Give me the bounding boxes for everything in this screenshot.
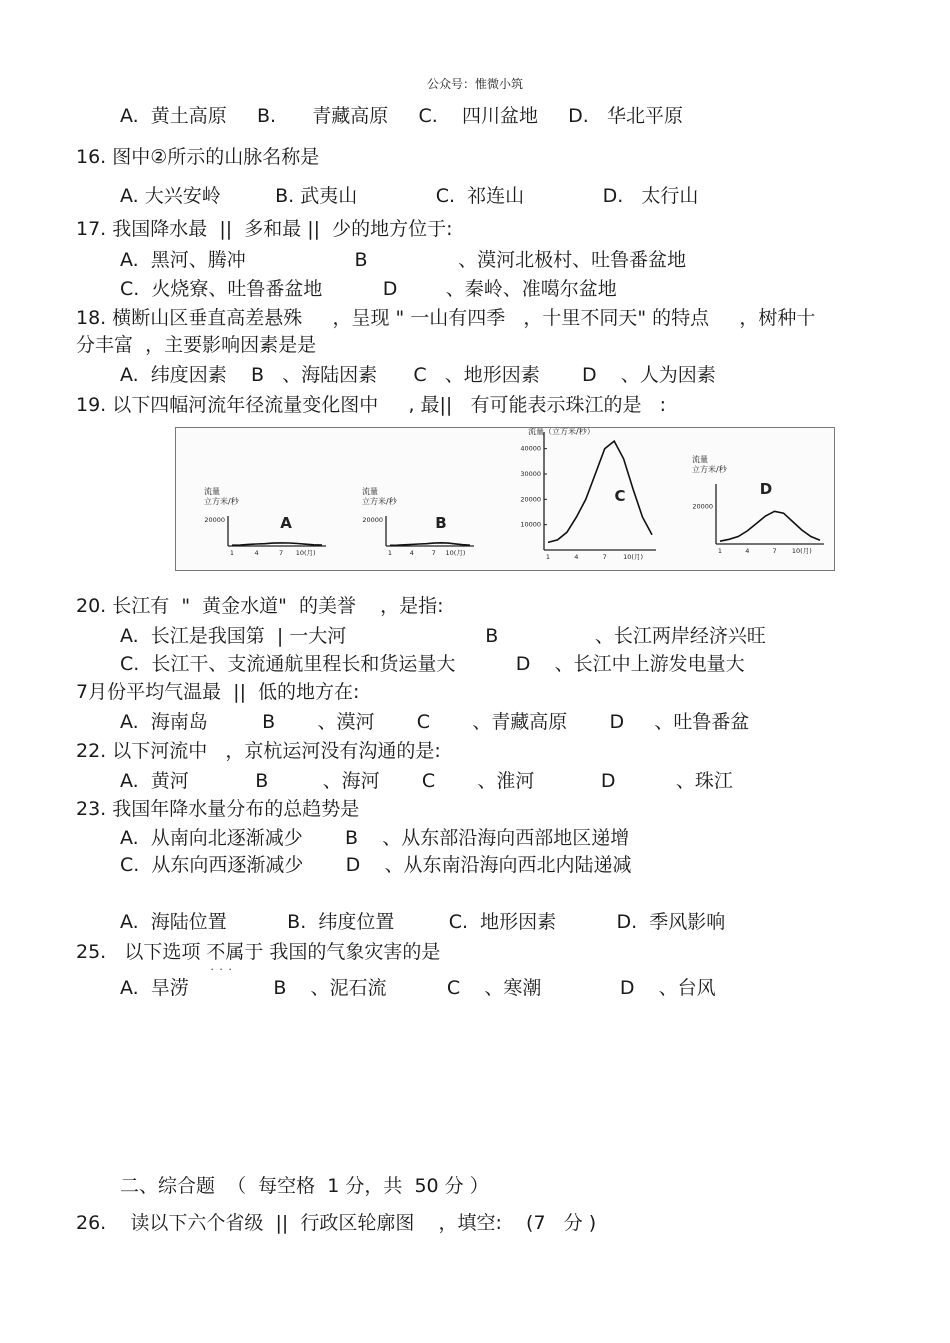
q16-options: A. 大兴安岭 B. 武夷山 C. 祁连山 D. 太行山	[120, 185, 699, 207]
q22-options: A. 黄河 B 、海河 C 、淮河 D 、珠江	[120, 770, 733, 792]
river-flow-figure	[175, 427, 835, 571]
chart-c-panel-label: C	[614, 487, 626, 505]
q25-emphasis: 不属于 · · ·	[206, 940, 263, 964]
chart-b-ylabel: 立方米/秒	[362, 497, 397, 506]
chart-a-ytick-label: 20000	[204, 516, 225, 524]
chart-b-ytick-label: 20000	[362, 516, 383, 524]
chart-d-xtick-label: 7	[772, 547, 777, 555]
q23-options-cd: C. 从东向西逐渐减少 D 、从东南沿海向西北内陆递减	[120, 854, 632, 876]
chart-a-ylabel: 立方米/秒	[204, 497, 239, 506]
chart-d-ylabel: 立方米/秒	[692, 465, 727, 474]
chart-a-panel-label: A	[280, 514, 292, 532]
chart-a-xtick-label: 10(月)	[295, 549, 316, 557]
q16-stem: 16. 图中②所示的山脉名称是	[76, 146, 320, 168]
chart-c-series-line	[548, 441, 652, 542]
chart-b-series-line	[390, 543, 470, 546]
q21-options: A. 海南岛 B 、漠河 C 、青藏高原 D 、吐鲁番盆	[120, 711, 750, 733]
q25-stem	[76, 940, 440, 964]
chart-b-panel-label: B	[435, 514, 447, 532]
chart-d-series-line	[720, 511, 820, 541]
q19-stem: 19. 以下四幅河流年径流量变化图中 , 最|| 有可能表示珠江的是 :	[76, 394, 666, 416]
q21-stem: 7月份平均气温最 || 低的地方在:	[76, 681, 360, 703]
q17-options-cd: C. 火烧寮、吐鲁番盆地 D 、秦岭、准噶尔盆地	[120, 278, 617, 300]
q25-options: A. 旱涝 B 、泥石流 C 、寒潮 D 、台风	[120, 977, 716, 999]
chart-a-xtick-label: 1	[229, 549, 235, 557]
chart-d-xtick-label: 4	[745, 547, 750, 555]
page-header: 公众号：惟微小筑	[426, 77, 523, 91]
chart-d-xtick-label: 10(月)	[791, 547, 812, 555]
chart-c-xtick-label: 10(月)	[623, 553, 644, 561]
chart-c-ytick-label: 10000	[520, 520, 541, 529]
chart-b-xtick-label: 10(月)	[445, 549, 466, 557]
chart-c-xtick-label: 7	[602, 553, 607, 561]
chart-b-xtick-label: 4	[409, 549, 414, 557]
q15-options: A. 黄土高原 B. 青藏高原 C. 四川盆地 D. 华北平原	[120, 105, 683, 127]
chart-b-xtick-label: 1	[387, 549, 393, 557]
chart-b-xtick-label: 7	[431, 549, 436, 557]
chart-c-ytick-label: 30000	[520, 470, 541, 478]
q20-options-ab: A. 长江是我国第 | 一大河 B 、长江两岸经济兴旺	[120, 625, 766, 647]
chart-d-ylabel: 流量	[692, 455, 708, 464]
q26-stem: 26. 读以下六个省级 || 行政区轮廓图 ，填空: (7 分 )	[76, 1212, 597, 1234]
q23-stem: 23. 我国年降水量分布的总趋势是	[76, 798, 360, 820]
q20-options-cd: C. 长江干、支流通航里程长和货运量大 D 、长江中上游发电量大	[120, 653, 745, 675]
chart-c-xtick-label: 4	[574, 553, 579, 561]
q24-options: A. 海陆位置 B. 纬度位置 C. 地形因素 D. 季风影响	[120, 911, 726, 933]
q18-stem-line1: 18. 横断山区垂直高差悬殊 ，呈现 " 一山有四季 ，十里不同天" 的特点 ，树种十	[76, 307, 816, 329]
q18-options: A. 纬度因素 B 、海陆因素 C 、地形因素 D 、人为因素	[120, 364, 716, 386]
river-flow-charts	[176, 428, 836, 572]
chart-c-ylabel: 流量（立方米/秒）	[528, 428, 595, 436]
q23-options-ab: A. 从南向北逐渐减少 B 、从东部沿海向西部地区递增	[120, 827, 630, 849]
q20-stem: 20. 长江有 " 黄金水道" 的美誉 ，是指:	[76, 595, 444, 617]
q17-stem: 17. 我国降水最 || 多和最 || 少的地方位于:	[76, 218, 453, 240]
chart-a-xtick-label: 4	[254, 549, 259, 557]
chart-c-xtick-label: 1	[545, 553, 551, 561]
q18-stem-line2: 分丰富 ，主要影响因素是是	[76, 334, 317, 356]
q25-stem-suffix: 我国的气象灾害的是	[263, 941, 441, 963]
chart-a-ylabel: 流量	[204, 487, 220, 496]
q22-stem: 22. 以下河流中 ，京杭运河没有沟通的是:	[76, 740, 441, 762]
section-2-title: 二、综合题 （ 每空格 1 分，共 50 分 ）	[120, 1175, 489, 1197]
chart-d-xtick-label: 1	[717, 547, 723, 555]
chart-b-ylabel: 流量	[362, 487, 378, 496]
chart-d-ytick-label: 20000	[692, 502, 713, 511]
q25-stem-prefix: 25. 以下选项	[76, 941, 207, 963]
q17-options-ab: A. 黑河、腾冲 B 、漠河北极村、吐鲁番盆地	[120, 249, 687, 271]
chart-c-ytick-label: 40000	[520, 444, 541, 453]
chart-a-series-line	[232, 543, 322, 545]
chart-c-ytick-label: 20000	[520, 495, 541, 504]
chart-d-panel-label: D	[759, 480, 773, 498]
chart-a-xtick-label: 7	[279, 549, 284, 557]
